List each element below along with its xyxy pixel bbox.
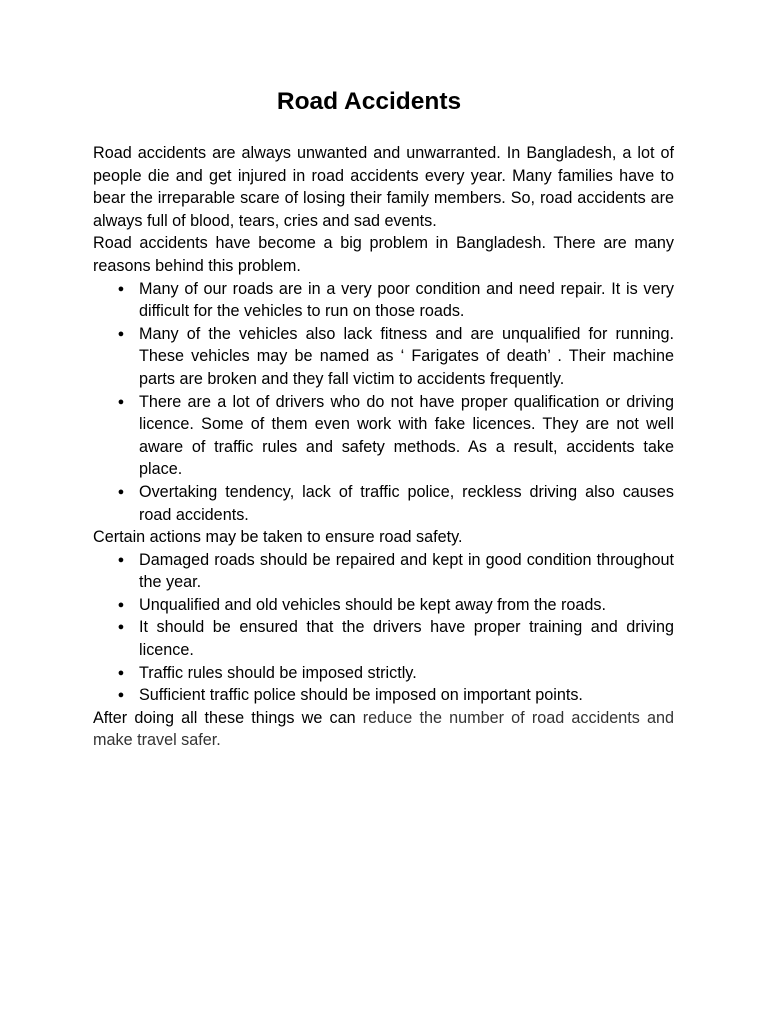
list-item — [117, 323, 674, 391]
list-item — [117, 594, 674, 617]
list-item-text: Traffic rules should be imposed strictly. — [139, 663, 417, 682]
list-item — [117, 391, 674, 481]
list-item-text: Unqualified and old vehicles should be kept away from the roads. — [139, 595, 607, 614]
list-item — [117, 616, 674, 661]
bullet-icon: ● — [117, 395, 125, 408]
actions-list — [93, 549, 674, 707]
list-item-text: Sufficient traffic police should be imposed on important points. — [139, 686, 583, 705]
conclusion-paragraph — [93, 707, 674, 752]
actions-intro-paragraph: Certain actions may be taken to ensure road safety. — [93, 528, 463, 547]
list-item-text: It should be ensured that the drivers have proper training and driving licence. — [139, 618, 674, 660]
bullet-icon: ● — [117, 327, 125, 340]
list-item — [117, 684, 674, 707]
intro-paragraph: Road accidents are always unwanted and unwarranted. In Bangladesh, a lot of people die and get injured in road accidents every year. Many families have to bear the irreparable scare of losing their family members. So, road accidents are always full of blood, tears, cries and sad events. — [93, 144, 674, 230]
list-item-text: There are a lot of drivers who do not have proper qualification or driving licence. Some of them even work with fake licences. They are not well aware of traffic rules and safety methods. As a result, accidents take place. — [139, 392, 674, 479]
document-body — [93, 142, 674, 752]
list-item — [117, 278, 674, 323]
list-item-text: Many of the vehicles also lack fitness and are unqualified for running. These vehicles may be named as ‘ Farigates of death’ . Their machine parts are broken and they fall victim to accidents frequently. — [139, 324, 674, 388]
list-item-text: Damaged roads should be repaired and kept in good condition throughout the year. — [139, 550, 674, 592]
list-item — [117, 549, 674, 594]
list-item — [117, 662, 674, 685]
list-item — [117, 481, 674, 526]
bullet-icon: ● — [117, 282, 125, 295]
bullet-icon: ● — [117, 666, 125, 679]
bullet-icon: ● — [117, 621, 125, 634]
list-item-text: Overtaking tendency, lack of traffic police, reckless driving also causes road accidents. — [139, 482, 674, 524]
list-item-text: Many of our roads are in a very poor condition and need repair. It is very difficult for the vehicles to run on those roads. — [139, 279, 674, 321]
document-title — [93, 86, 675, 118]
bullet-icon: ● — [117, 553, 125, 566]
bullet-icon: ● — [117, 598, 125, 611]
reasons-list — [93, 278, 674, 527]
conclusion-end-text: reduce the number of road accidents and make travel safer. — [93, 708, 674, 750]
bullet-icon: ● — [117, 689, 125, 702]
document-title-text: Road Accidents — [276, 88, 462, 115]
conclusion-start-text: After doing all these things we can — [93, 708, 363, 727]
bullet-icon: ● — [117, 485, 125, 498]
reasons-intro-paragraph: Road accidents have become a big problem in Bangladesh. There are many reasons behind this problem. — [93, 234, 674, 275]
